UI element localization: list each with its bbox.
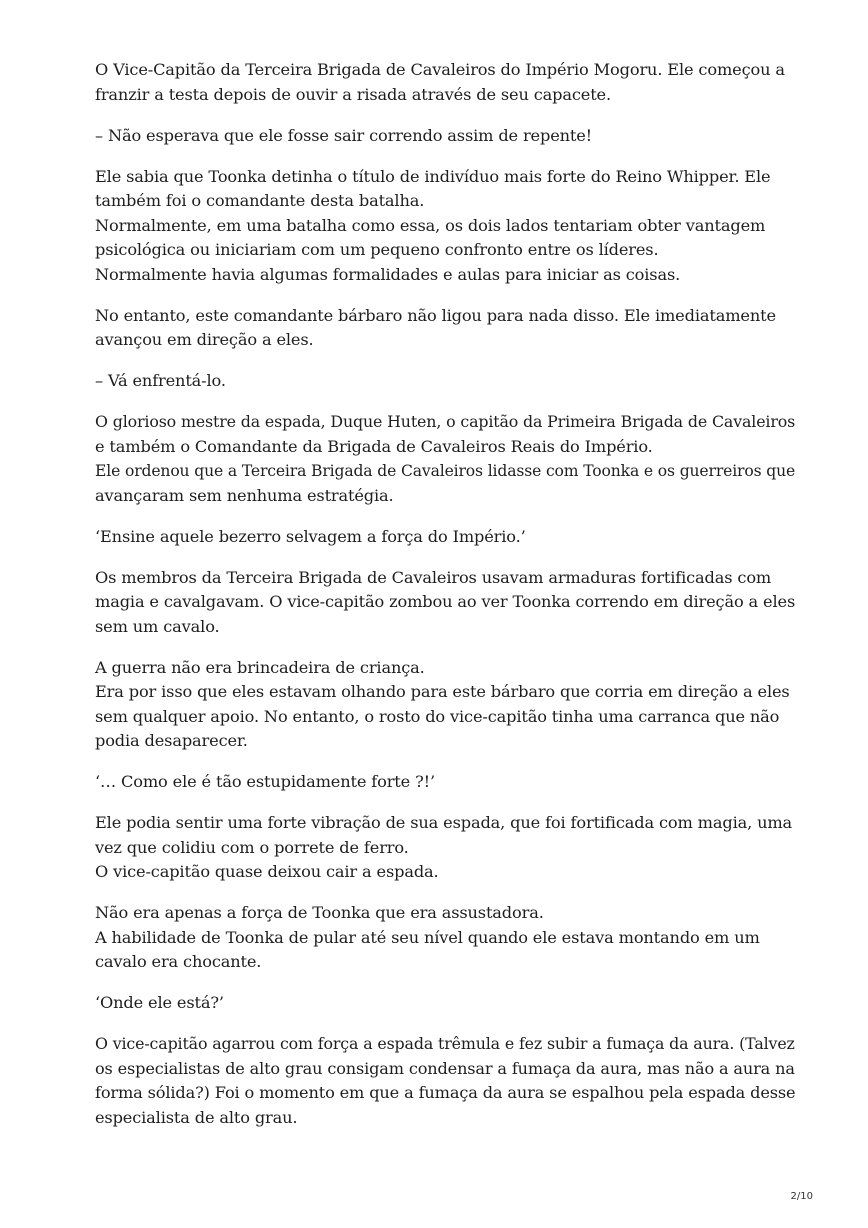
paragraph: [95, 369, 795, 394]
text-line: franzir a testa depois de ouvir a risada através de seu capacete.: [95, 84, 611, 104]
text-line: e também o Comandante da Brigada de Cavaleiros Reais do Império.: [95, 436, 653, 456]
text-line: Não era apenas a força de Toonka que era assustadora.: [95, 903, 544, 922]
paragraph: [95, 991, 795, 1016]
paragraph: [95, 811, 795, 885]
paragraph: [95, 124, 795, 149]
text-line: psicológica ou iniciariam com um pequeno confronto entre os líderes.: [95, 240, 659, 259]
text-line: Ele ordenou que a Terceira Brigada de Cavaleiros lidasse com Toonka e os guerreiros que: [95, 461, 796, 480]
text-line: O vice-capitão quase deixou cair a espada.: [95, 862, 439, 881]
text-line: ‘Onde ele está?’: [95, 993, 224, 1012]
text-line: Normalmente, em uma batalha como essa, os dois lados tentariam obter vantagem: [95, 215, 766, 235]
text-line: Normalmente havia algumas formalidades e aulas para iniciar as coisas.: [95, 264, 681, 284]
page-number: 2/10: [790, 1191, 813, 1202]
text-line: O Vice-Capitão da Terceira Brigada de Cavaleiros do Império Mogoru. Ele começou a: [95, 60, 785, 79]
text-line: forma sólida?) Foi o momento em que a fumaça da aura se espalhou pela espada desse: [95, 1083, 796, 1102]
text-line: os especialistas de alto grau consigam condensar a fumaça da aura, mas não a aura na: [95, 1058, 795, 1078]
paragraph: [95, 566, 795, 640]
paragraph: [95, 1032, 795, 1130]
text-line: Era por isso que eles estavam olhando para este bárbaro que corria em direção a eles: [95, 682, 790, 701]
text-line: Os membros da Terceira Brigada de Cavaleiros usavam armaduras fortificadas com: [95, 567, 772, 587]
paragraph: [95, 525, 795, 550]
paragraph: [95, 410, 795, 508]
text-line: sem um cavalo.: [95, 616, 220, 636]
text-line: magia e cavalgavam. O vice-capitão zombou ao ver Toonka correndo em direção a eles: [95, 592, 796, 611]
text-line: podia desaparecer.: [95, 731, 248, 750]
text-line: A guerra não era brincadeira de criança.: [95, 657, 425, 677]
text-line: – Não esperava que ele fosse sair correndo assim de repente!: [95, 125, 593, 145]
text-line: No entanto, este comandante bárbaro não ligou para nada disso. Ele imediatamente: [95, 305, 776, 325]
text-line: – Vá enfrentá-lo.: [95, 371, 226, 390]
text-line: cavalo era chocante.: [95, 952, 262, 971]
document-body: [95, 58, 795, 1147]
text-line: O vice-capitão agarrou com força a espada trêmula e fez subir a fumaça da aura. (Talvez: [95, 1034, 795, 1053]
paragraph: [95, 58, 795, 107]
text-line: Ele podia sentir uma forte vibração de sua espada, que foi fortificada com magia, uma: [95, 813, 793, 832]
text-line: vez que colidiu com o porrete de ferro.: [95, 837, 409, 857]
paragraph: [95, 304, 795, 353]
text-line: especialista de alto grau.: [95, 1107, 298, 1127]
paragraph: [95, 165, 795, 288]
text-line: Ele sabia que Toonka detinha o título de indivíduo mais forte do Reino Whipper. Ele: [95, 166, 771, 186]
text-line: avançaram sem nenhuma estratégia.: [95, 485, 394, 505]
text-line: também foi o comandante desta batalha.: [95, 191, 425, 210]
paragraph: [95, 901, 795, 975]
text-line: sem qualquer apoio. No entanto, o rosto do vice-capitão tinha uma carranca que não: [95, 706, 780, 726]
paragraph: [95, 656, 795, 754]
text-line: A habilidade de Toonka de pular até seu nível quando ele estava montando em um: [95, 927, 760, 947]
text-line: ‘Ensine aquele bezerro selvagem a força do Império.’: [95, 526, 526, 546]
text-line: avançou em direção a eles.: [95, 330, 314, 349]
text-line: ‘… Como ele é tão estupidamente forte ?!’: [95, 772, 435, 791]
paragraph: [95, 770, 795, 795]
text-line: O glorioso mestre da espada, Duque Huten, o capitão da Primeira Brigada de Cavaleiros: [95, 412, 796, 431]
